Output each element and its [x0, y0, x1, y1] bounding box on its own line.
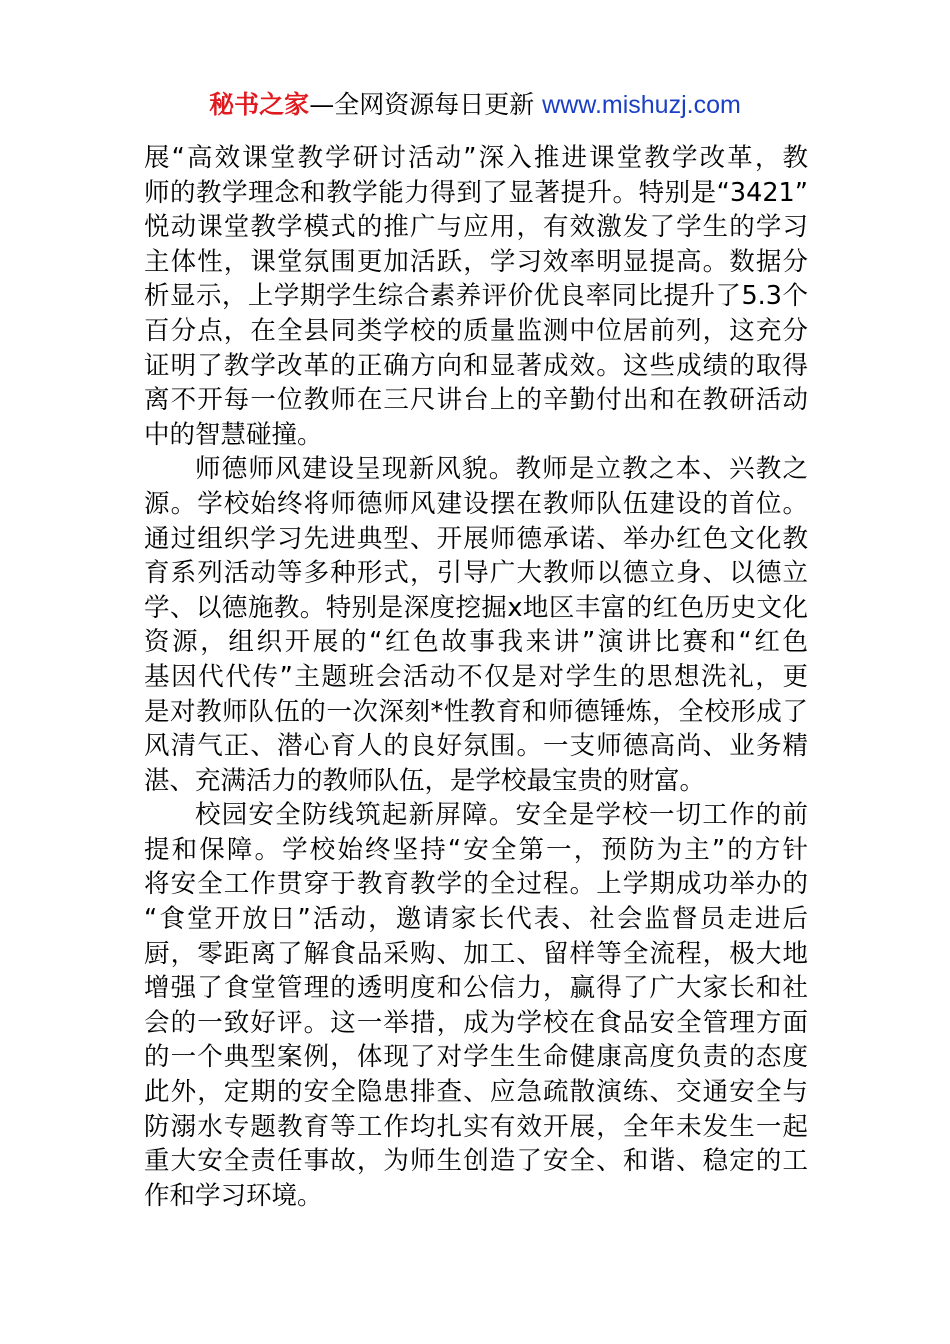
- text-line: 是对教师队伍的一次深刻*性教育和师德锤炼，全校形成了: [144, 696, 808, 727]
- text-line: 厨，零距离了解食品采购、加工、留样等全流程，极大地: [144, 938, 808, 969]
- text-line: 主体性，课堂氛围更加活跃，学习效率明显提高。数据分: [144, 246, 808, 277]
- text-line: 将安全工作贯穿于教育教学的全过程。上学期成功举办的: [144, 869, 808, 900]
- text-line: 重大安全责任事故，为师生创造了安全、和谐、稳定的工: [144, 1146, 808, 1177]
- text-line: 提和保障。学校始终坚持“安全第一，预防为主”的方针: [144, 834, 808, 865]
- header-separator: —: [309, 90, 335, 119]
- text-line: 防溺水专题教育等工作均扎实有效开展，全年未发生一起: [144, 1111, 808, 1142]
- text-line: 增强了食堂管理的透明度和公信力，赢得了广大家长和社: [144, 973, 808, 1004]
- text-line: 悦动课堂教学模式的推广与应用，有效激发了学生的学习: [144, 212, 808, 243]
- text-line: 源。学校始终将师德师风建设摆在教师队伍建设的首位。: [144, 488, 808, 519]
- text-line: 的一个典型案例，体现了对学生生命健康高度负责的态度: [144, 1042, 808, 1073]
- text-line: 湛、充满活力的教师队伍，是学校最宝贵的财富。: [144, 765, 706, 796]
- text-line: 析显示，上学期学生综合素养评价优良率同比提升了5.3个: [144, 281, 808, 312]
- text-line: 会的一致好评。这一举措，成为学校在食品安全管理方面: [144, 1007, 808, 1038]
- paragraph-campus-safety: [144, 798, 808, 1213]
- text-line: 通过组织学习先进典型、开展师德承诺、举办红色文化教: [144, 523, 808, 554]
- text-line: 百分点，在全县同类学校的质量监测中位居前列，这充分: [144, 315, 808, 346]
- text-line: 育系列活动等多种形式，引导广大教师以德立身、以德立: [144, 558, 808, 589]
- paragraph-teacher-ethics: [144, 452, 808, 798]
- brand-name: 秘书之家: [209, 90, 310, 119]
- text-line: 学、以德施教。特别是深度挖掘x地区丰富的红色历史文化: [144, 592, 808, 623]
- text-line: 资源，组织开展的“红色故事我来讲”演讲比赛和“红色: [144, 627, 808, 658]
- document-body: [144, 141, 808, 1213]
- text-line: 展“高效课堂教学研讨活动”深入推进课堂教学改革，教: [144, 143, 808, 173]
- text-line: 基因代代传”主题班会活动不仅是对学生的思想洗礼，更: [144, 661, 808, 692]
- header-slogan: 全网资源每日更新: [334, 90, 535, 119]
- text-line: 中的智慧碰撞。: [144, 419, 323, 450]
- site-header: [0, 90, 950, 120]
- text-line: 风清气正、潜心育人的良好氛围。一支师德高尚、业务精: [144, 731, 808, 762]
- text-line: 此外，定期的安全隐患排查、应急疏散演练、交通安全与: [144, 1077, 808, 1108]
- text-line: 证明了教学改革的正确方向和显著成效。这些成绩的取得: [144, 350, 808, 381]
- text-line: 师的教学理念和教学能力得到了显著提升。特别是“3421”: [144, 177, 808, 208]
- site-url-link[interactable]: www.mishuzj.com: [542, 91, 741, 119]
- text-line: “食堂开放日”活动，邀请家长代表、社会监督员走进后: [144, 904, 808, 935]
- paragraph-teaching-reform: [144, 141, 808, 452]
- text-line: 作和学习环境。: [144, 1180, 323, 1211]
- text-line: 校园安全防线筑起新屏障。安全是学校一切工作的前: [195, 800, 808, 831]
- text-line: 师德师风建设呈现新风貌。教师是立教之本、兴教之: [195, 454, 808, 485]
- text-line: 离不开每一位教师在三尺讲台上的辛勤付出和在教研活动: [144, 385, 808, 416]
